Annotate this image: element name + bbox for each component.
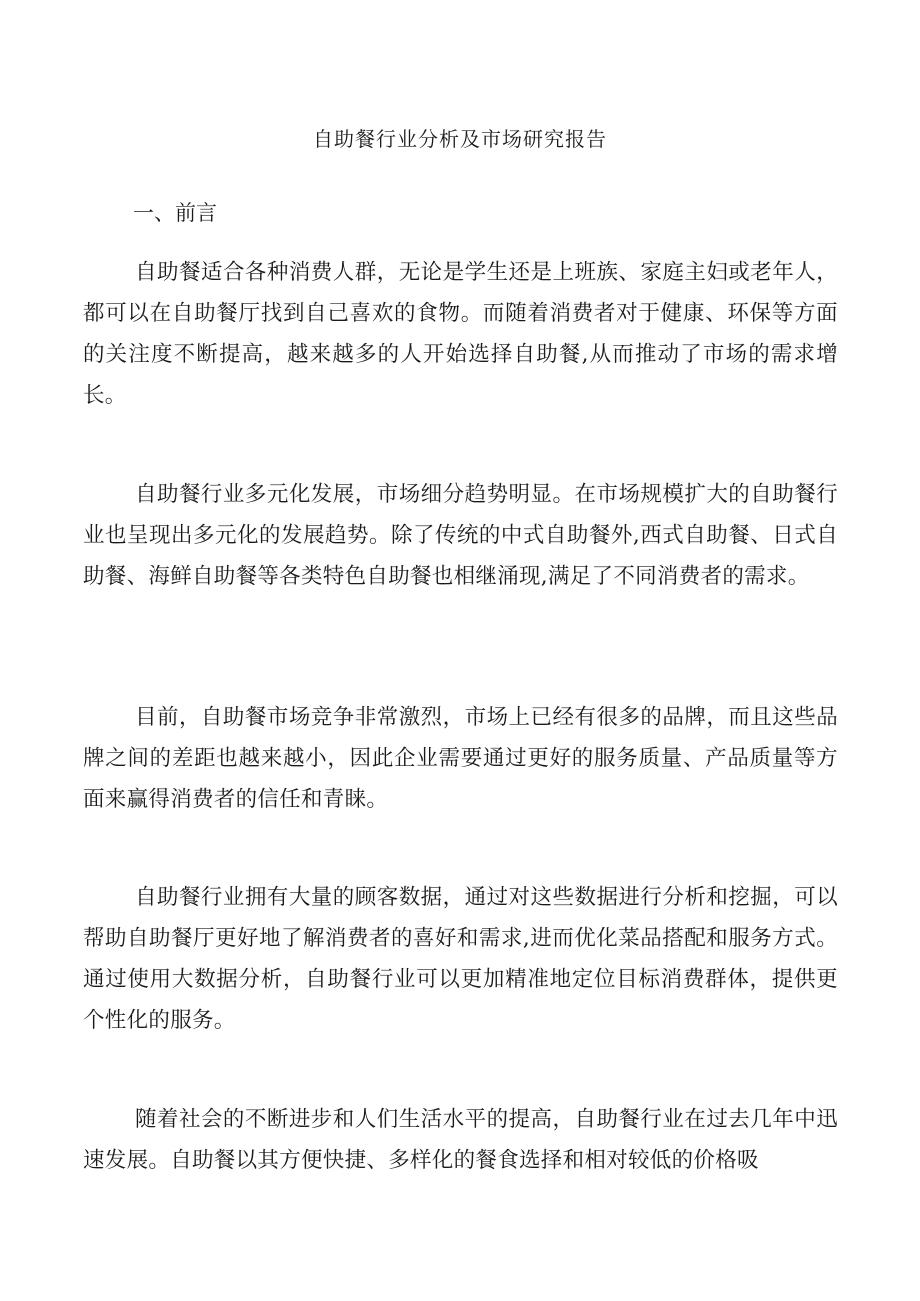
paragraph-4: 自助餐行业拥有大量的顾客数据，通过对这些数据进行分析和挖掘，可以帮助自助餐厅更好地了解消费者的喜好和需求,进而优化菜品搭配和服务方式。通过使用大数据分析，自助餐行业可以更加精准地定位目标消费群体，提供更个性化的服务。: [83, 885, 838, 1033]
paragraph-2: 自助餐行业多元化发展，市场细分趋势明显。在市场规模扩大的自助餐行业也呈现出多元化的发展趋势。除了传统的中式自助餐外,西式自助餐、日式自助餐、海鲜自助餐等各类特色自助餐也相继涌现,满足了不同消费者的需求。: [83, 482, 838, 589]
document-title: 自助餐行业分析及市场研究报告: [313, 127, 607, 151]
section-heading-preface: 一、前言: [133, 201, 217, 225]
paragraph-3: 目前，自助餐市场竞争非常激烈，市场上已经有很多的品牌，而且这些品牌之间的差距也越来越小，因此企业需要通过更好的服务质量、产品质量等方面来赢得消费者的信任和青睐。: [83, 705, 838, 812]
paragraph-1: 自助餐适合各种消费人群，无论是学生还是上班族、家庭主妇或老年人，都可以在自助餐厅找到自己喜欢的食物。而随着消费者对于健康、环保等方面的关注度不断提高，越来越多的人开始选择自助餐,从而推动了市场的需求增长。: [83, 260, 838, 408]
paragraph-5: 随着社会的不断进步和人们生活水平的提高，自助餐行业在过去几年中迅速发展。自助餐以其方便快捷、多样化的餐食选择和相对较低的价格吸: [83, 1107, 838, 1173]
